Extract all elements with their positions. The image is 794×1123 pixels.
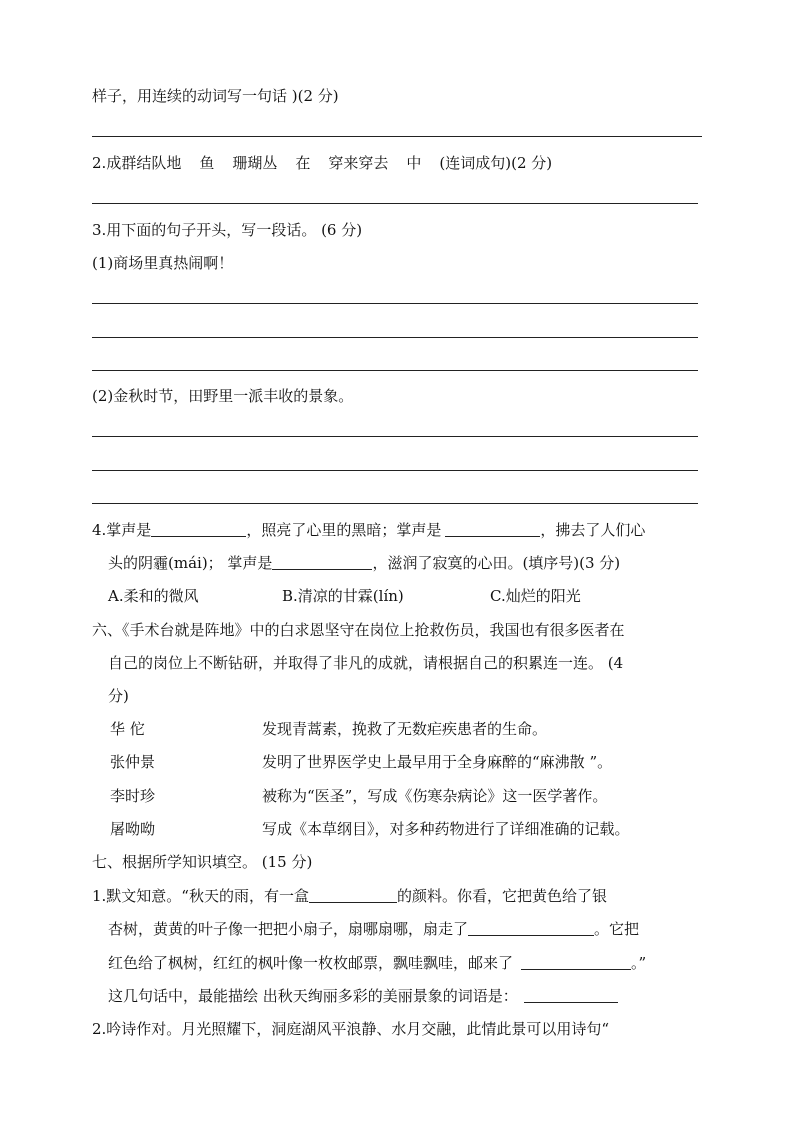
match-description[interactable]: 发现青蒿素，挽救了无数疟疾患者的生命。 — [262, 720, 548, 738]
word: 中 — [406, 154, 422, 172]
fill-blank[interactable] — [468, 920, 594, 936]
text: 4.掌声是 — [92, 521, 152, 539]
word: 珊瑚丛 — [232, 154, 278, 172]
fill-blank[interactable] — [151, 521, 246, 537]
answer-line — [92, 470, 698, 471]
question-tail: 样子，用连续的动词写一句话 )(2 分) — [92, 87, 339, 105]
question-4-line-1 — [92, 520, 645, 540]
match-name[interactable]: 李时珍 — [110, 787, 156, 805]
section-6-line-1: 六、《手术台就是阵地》中的白求恩坚守在岗位上抢救伤员，我国也有很多医者在 — [92, 621, 625, 639]
question-4-line-2 — [108, 553, 620, 573]
question-2 — [92, 153, 552, 173]
section-6-line-2: 自己的岗位上不断钻研，并取得了非凡的成就，请根据自己的积累连一连。 (4 — [108, 654, 624, 672]
fill-blank[interactable] — [309, 887, 397, 903]
section-7-q1-line-4 — [108, 986, 618, 1006]
answer-line — [92, 337, 698, 338]
section-7-q1-line-2 — [108, 919, 639, 939]
match-description[interactable]: 发明了世界医学史上最早用于全身麻醉的“麻沸散 ”。 — [262, 753, 613, 771]
text: 。” — [631, 954, 647, 972]
answer-line — [92, 203, 698, 204]
question-3-title: 3.用下面的句子开头，写一段话。 (6 分) — [92, 221, 363, 239]
fill-blank[interactable] — [524, 987, 618, 1003]
match-description[interactable]: 写成《本草纲目》，对多种药物进行了详细准确的记载。 — [262, 820, 630, 838]
text: 杏树，黄黄的叶子像一把把小扇子，扇哪扇哪，扇走了 — [108, 920, 469, 938]
section-7-title: 七、根据所学知识填空。 (15 分) — [92, 853, 313, 871]
text: ，滋润了寂寞的心田。(填序号)(3 分) — [372, 554, 621, 572]
word: 鱼 — [199, 154, 215, 172]
fill-blank[interactable] — [445, 521, 540, 537]
prompt-1: (1)商场里真热闹啊！ — [92, 254, 234, 272]
option-c: C.灿烂的阳光 — [490, 587, 581, 605]
answer-line — [92, 503, 698, 504]
prompt-2: (2)金秋时节，田野里一派丰收的景象。 — [92, 387, 354, 405]
answer-line — [92, 303, 698, 304]
text: ，照亮了心里的黑暗；掌声是 — [246, 521, 442, 539]
text: ，拂去了人们心 — [540, 521, 646, 539]
option-a: A.柔和的微风 — [108, 587, 199, 605]
fill-blank[interactable] — [521, 954, 631, 970]
text: 红色给了枫树，红红的枫叶像一枚枚邮票，飘哇飘哇，邮来了 — [108, 954, 514, 972]
answer-line — [92, 370, 698, 371]
answer-line — [92, 136, 702, 137]
instruction: (连词成句)(2 分) — [439, 154, 553, 172]
text: 1.默文知意。“秋天的雨，有一盒 — [92, 887, 309, 905]
answer-line — [92, 436, 698, 437]
match-description[interactable]: 被称为“医圣”，写成《伤寒杂病论》这一医学著作。 — [262, 787, 608, 805]
question-number: 2. — [92, 154, 107, 172]
section-7-q1-line-1 — [92, 886, 607, 906]
text: 这几句话中，最能描绘 出秋天绚丽多彩的美丽景象的词语是： — [108, 987, 518, 1005]
word: 穿来穿去 — [328, 154, 389, 172]
section-7-q2: 2.吟诗作对。月光照耀下，洞庭湖风平浪静、水月交融，此情此景可以用诗句“ — [92, 1020, 609, 1038]
match-name[interactable]: 屠呦呦 — [110, 820, 156, 838]
text: 。它把 — [594, 920, 640, 938]
word: 成群结队地 — [106, 154, 182, 172]
text: 的颜料。你看，它把黄色给了银 — [396, 887, 607, 905]
section-6-line-3: 分) — [108, 687, 129, 705]
word: 在 — [295, 154, 311, 172]
match-name[interactable]: 张仲景 — [110, 753, 156, 771]
section-7-q1-line-3 — [108, 953, 646, 973]
fill-blank[interactable] — [272, 554, 372, 570]
match-name[interactable]: 华 佗 — [110, 720, 145, 738]
text: 头的阴霾(mái)； 掌声是 — [108, 554, 273, 572]
option-b: B.清凉的甘霖(lín) — [282, 587, 404, 605]
